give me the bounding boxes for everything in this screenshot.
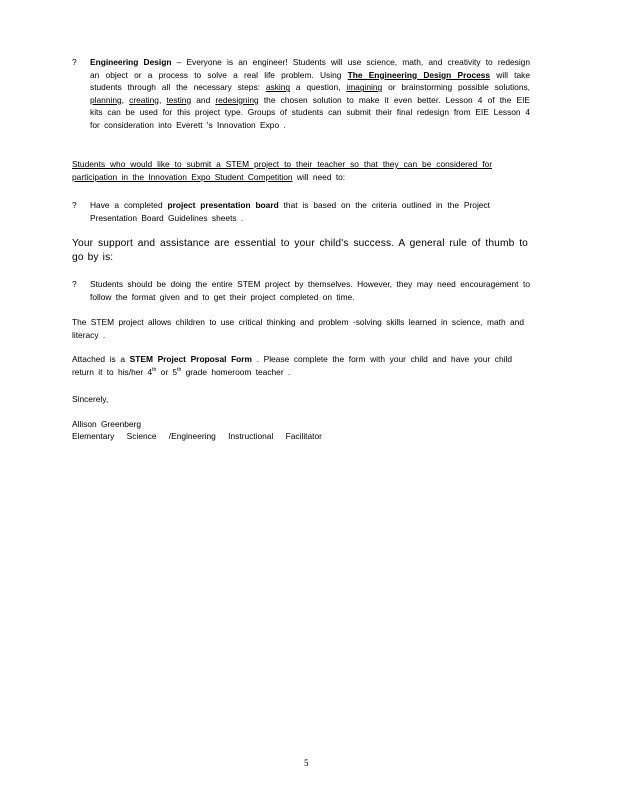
engineering-design-paragraph [90, 56, 530, 132]
presentation-board-paragraph [90, 199, 490, 224]
submission-requirements-paragraph [72, 158, 492, 183]
asking-link: asking [265, 82, 291, 93]
paragraph-text: or 5 [156, 366, 178, 377]
presentation-board-bold: project presentation board [167, 200, 279, 210]
paragraph-text: Attached is a [72, 354, 130, 364]
planning-link: planning [90, 94, 122, 105]
students-independence-paragraph: Students should be doing the entire STEM project by themselves. However, they may need encouragement to follow the format given and to get their project completed on time. [90, 279, 530, 302]
imagining-link: imagining [346, 82, 383, 93]
bullet-marker: ? [72, 200, 77, 210]
engineering-design-heading: Engineering Design [90, 57, 172, 67]
paragraph-text: that is based on the criteria outlined in the Project Presentation Board Guidelines sheets . [90, 200, 490, 223]
support-paragraph: Your support and assistance are essential to your child's success. A general rule of thumb to go by is: [72, 238, 528, 263]
closing-salutation: Sincerely, [72, 394, 109, 404]
page-number: 5 [304, 758, 309, 768]
paragraph-text: – Everyone is an engineer! Students will use science, math, and creativity to redesign an object or a process to solve a real life problem. Using [90, 57, 530, 80]
paragraph-text: and [191, 94, 216, 105]
signer-name: Allison Greenberg [72, 419, 142, 429]
creating-link: creating [129, 94, 159, 105]
engineering-design-process-link: The Engineering Design Process [347, 69, 491, 80]
bullet-marker: ? [72, 279, 77, 289]
paragraph-text: grade homeroom teacher . [181, 366, 291, 377]
signer-title: Elementary Science /Engineering Instructional Facilitator [72, 431, 322, 441]
paragraph-text: , [121, 94, 130, 105]
testing-link: testing [166, 94, 192, 105]
submission-requirements-underlined: Students who would like to submit a STEM project to their teacher so that they can be considered for participation in the Innovation Expo Student Competition [72, 159, 492, 182]
paragraph-text: . Please complete the form with your child and have your child return it to his/her 4 [72, 354, 512, 377]
paragraph-text: will need to: [292, 171, 346, 182]
paragraph-text: the chosen solution to make it even better. Lesson 4 of the EIE kits can be used for this project type. Groups of students can submit their final redesign from EIE Lesson 4 for consideration into Everett 's Innovation Expo . [90, 94, 530, 130]
stem-project-paragraph: The STEM project allows children to use critical thinking and problem -solving skills learned in science, math and literacy . [72, 317, 524, 340]
proposal-form-bold: STEM Project Proposal Form [129, 354, 253, 364]
bullet-marker: ? [72, 57, 77, 67]
proposal-form-paragraph [72, 353, 512, 378]
paragraph-text: , [158, 94, 167, 105]
paragraph-text: will take students through all the necessary steps: [90, 69, 530, 93]
ordinal-suffix: th [177, 366, 182, 373]
redesigning-link: redesigning [215, 94, 259, 105]
paragraph-text: Have a completed [90, 200, 168, 210]
paragraph-text: a question, [290, 82, 347, 93]
ordinal-suffix: th [152, 366, 157, 373]
paragraph-text: or brainstorming possible solutions, [382, 82, 530, 93]
